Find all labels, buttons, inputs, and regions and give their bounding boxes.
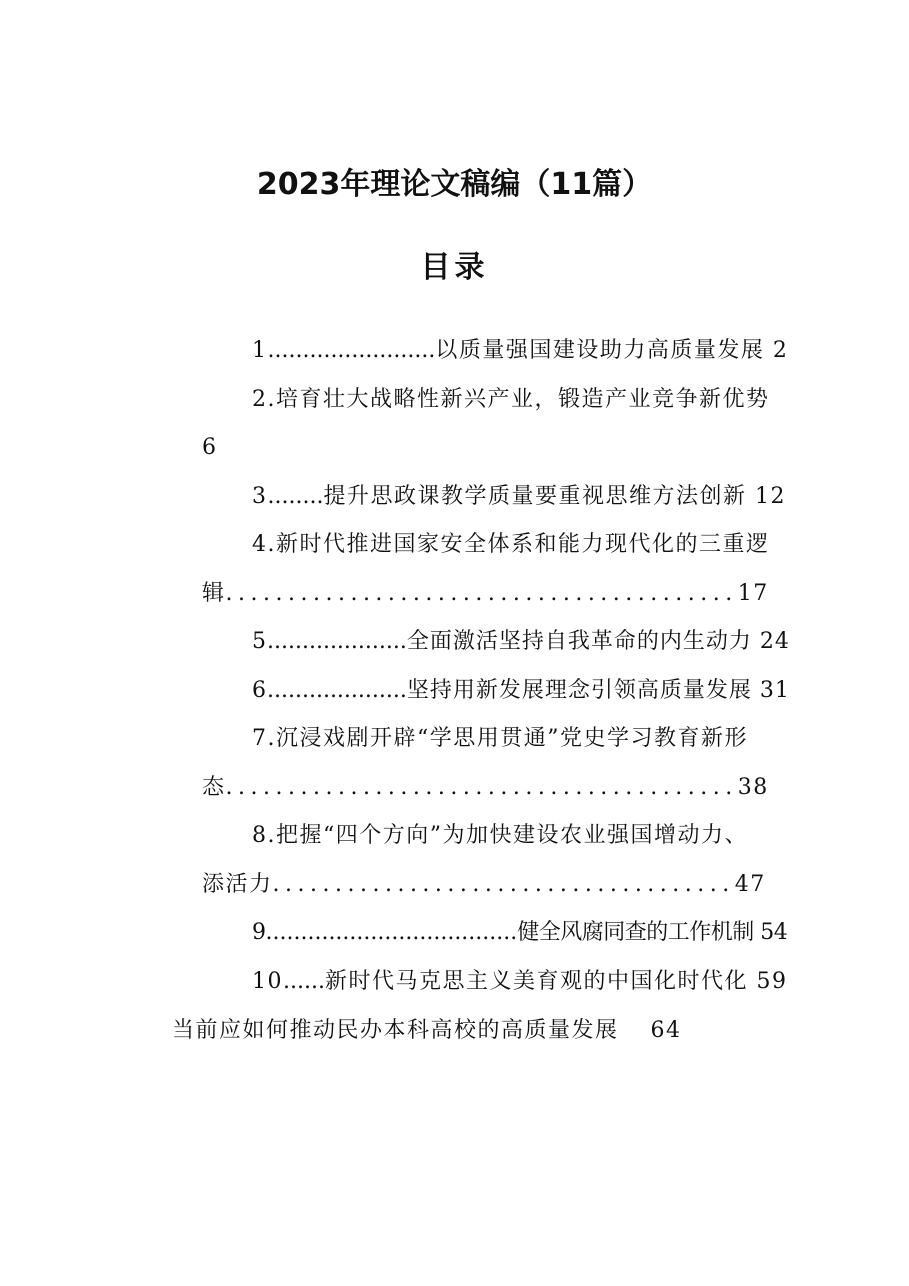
toc-page-number: 47: [734, 872, 766, 897]
toc-entry-title: 提升思政课教学质量要重视思维方法创新: [323, 484, 747, 509]
toc-entry-number: 6: [252, 678, 267, 703]
toc-entry-number: 3: [252, 484, 268, 509]
toc-entry-1[interactable]: [252, 336, 788, 366]
toc-entry-title: 培育壮大战略性新兴产业，锻造产业竞争新优势: [276, 387, 770, 412]
toc-entry-4-continuation: [202, 579, 769, 609]
toc-entry-number: 8.: [252, 823, 276, 848]
toc-page-number: 6: [202, 435, 218, 460]
toc-entry-title: 新时代马克思主义美育观的中国化时代化: [324, 969, 748, 994]
toc-leader-dots: .....................................: [272, 872, 735, 897]
toc-leader-dots: ....................: [267, 629, 407, 654]
toc-entry-title: 坚持用新发展理念引领高质量发展: [406, 678, 752, 703]
toc-entry-number: 4.: [252, 532, 276, 557]
toc-entry-number: 9: [252, 920, 266, 945]
toc-entry-4[interactable]: [252, 530, 770, 560]
toc-leader-dots: ........: [267, 484, 324, 509]
toc-entry-7-continuation: [202, 773, 769, 803]
toc-page-number: 12: [754, 484, 786, 509]
toc-entry-number: 1: [252, 338, 268, 363]
toc-entry-2[interactable]: [252, 385, 770, 415]
toc-page-number: 64: [650, 1018, 682, 1043]
toc-entry-title: 以质量强国建设助力高质量发展: [435, 338, 765, 363]
toc-entry-5[interactable]: [252, 627, 790, 657]
toc-leader-dots: ....................................: [265, 920, 518, 945]
toc-leader-dots: ........................: [267, 338, 436, 363]
toc-page-number: 59: [756, 969, 788, 994]
toc-entry-title: 新时代推进国家安全体系和能力现代化的三重逻: [276, 532, 770, 557]
toc-entry-title-continuation: 辑: [202, 581, 226, 606]
toc-entry-10[interactable]: [252, 967, 787, 997]
toc-page-number: 17: [737, 581, 769, 606]
toc-entry-9[interactable]: [252, 918, 787, 948]
toc-entry-title: 健全风腐同查的工作机制: [517, 920, 754, 945]
toc-entry-number: 7.: [252, 726, 276, 751]
toc-entry-3[interactable]: [252, 482, 786, 512]
toc-leader-dots: ....................: [267, 678, 407, 703]
toc-page-number: 31: [759, 678, 790, 703]
toc-page-number: 24: [759, 629, 790, 654]
toc-entry-8[interactable]: [252, 821, 748, 851]
toc-page-number: 38: [737, 775, 769, 800]
toc-entry-6[interactable]: [252, 676, 790, 706]
toc-leader-dots: .........................................: [225, 581, 738, 606]
toc-entry-title: 全面激活坚持自我革命的内生动力: [406, 629, 752, 654]
toc-entry-7[interactable]: [252, 724, 748, 754]
toc-entry-title: 把握“四个方向”为加快建设农业强国增动力、: [276, 823, 748, 848]
toc-entry-2-continuation: [202, 433, 218, 463]
toc-entry-8-continuation: [202, 870, 766, 900]
toc-entry-11[interactable]: [172, 1016, 682, 1046]
toc-leader-dots: ......: [283, 969, 325, 994]
toc-entry-number: 10: [252, 969, 283, 994]
toc-entry-title-continuation: 添活力: [202, 872, 273, 897]
toc-heading: 目录: [420, 250, 489, 285]
toc-entry-number: 2.: [252, 387, 276, 412]
toc-page-number: 2: [772, 338, 789, 363]
toc-entry-number: 5: [252, 629, 267, 654]
toc-entry-title-continuation: 态: [202, 775, 226, 800]
document-title: 2023年理论文稿编（11篇）: [256, 167, 653, 202]
toc-entry-title: 当前应如何推动民办本科高校的高质量发展: [172, 1018, 619, 1043]
toc-entry-title: 沉浸戏剧开辟“学思用贯通”党史学习教育新形: [276, 726, 748, 751]
toc-page-number: 54: [760, 920, 788, 945]
toc-leader-dots: .........................................: [225, 775, 738, 800]
